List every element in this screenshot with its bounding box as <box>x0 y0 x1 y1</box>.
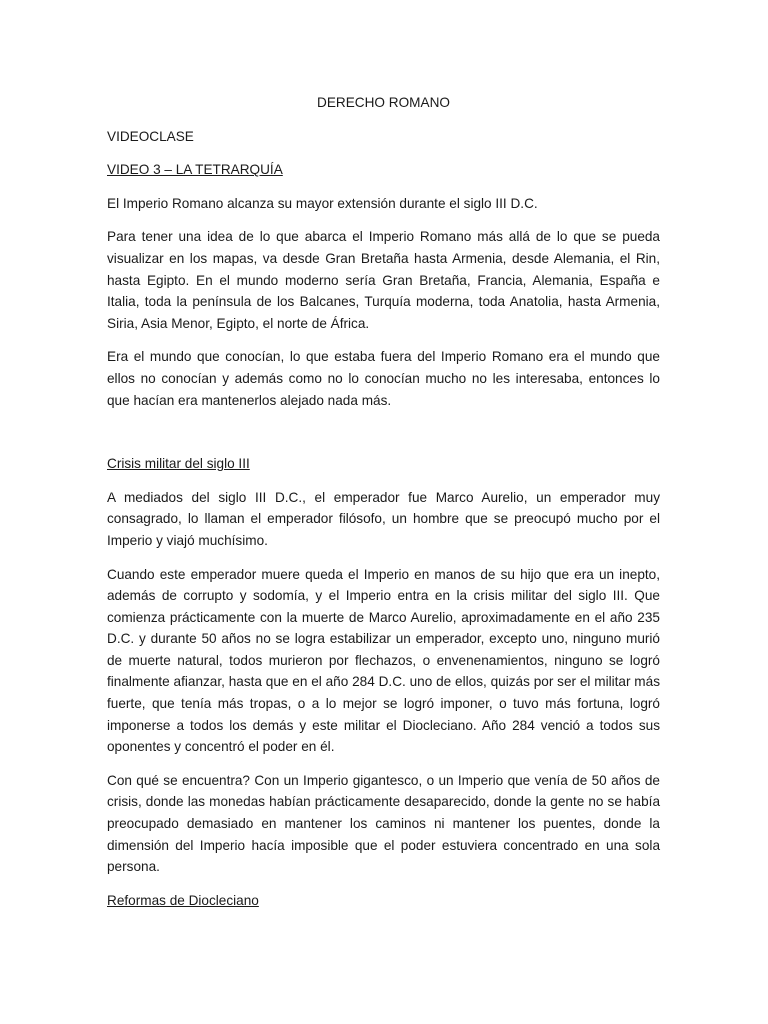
video-heading: VIDEO 3 – LA TETRARQUÍA <box>107 162 283 178</box>
section-spacer <box>107 423 660 453</box>
intro-paragraph-3: Era el mundo que conocían, lo que estaba fuera del Imperio Romano era el mundo que ellos no conocían y además como no lo conocían mucho no les interesaba, entonces lo que hacían era mantenerlos alejado nada más. <box>107 349 660 408</box>
intro-paragraph-1: El Imperio Romano alcanza su mayor extensión durante el siglo III D.C. <box>107 195 538 211</box>
intro-paragraph-2: Para tener una idea de lo que abarca el Imperio Romano más allá de lo que se pueda visualizar en los mapas, va desde Gran Bretaña hasta Armenia, desde Alemania, el Rin, hasta Egipto. En el mundo moderno sería Gran Bretaña, Francia, Alemania, España e Italia, toda la península de los Balcanes, Turquía moderna, toda Anatolia, hasta Armenia, Siria, Asia Menor, Egipto, el norte de África. <box>107 229 660 331</box>
section-heading-crisis: Crisis militar del siglo III <box>107 456 250 472</box>
crisis-paragraph-3: Con qué se encuentra? Con un Imperio gigantesco, o un Imperio que venía de 50 años de crisis, donde las monedas habían prácticamente desaparecido, donde la gente no se había preocupado demasiado en mantener los caminos ni mantener los puentes, donde la dimensión del Imperio hacía imposible que el poder estuviera concentrado en una sola persona. <box>107 772 660 875</box>
section-heading-reformas: Reformas de Diocleciano <box>107 892 259 908</box>
document-title: DERECHO ROMANO <box>317 95 450 110</box>
videoclase-label: VIDEOCLASE <box>107 128 194 144</box>
crisis-paragraph-2: Cuando este emperador muere queda el Imperio en manos de su hijo que era un inepto, además de corrupto y sodomía, y el Imperio entra en la crisis militar del siglo III. Que comienza prácticamente con la muerte de Marco Aurelio, aproximadamente en el año 235 D.C. y durante 50 años no se logra estabilizar un emperador, excepto uno, ninguno murió de muerte natural, todos murieron por flechazos, o envenenamientos, ninguno se logró finalmente afianzar, hasta que en el año 284 D.C. uno de ellos, quizás por ser el militar más fuerte, que tenía más tropas, o a lo mejor se logró imponer, o tuvo más fortuna, logró imponerse a todos los demás y este militar el Diocleciano. Año 284 venció a todos sus oponentes y concentró el poder en él. <box>107 566 660 755</box>
crisis-paragraph-1: A mediados del siglo III D.C., el emperador fue Marco Aurelio, un emperador muy consagrado, lo llaman el emperador filósofo, un hombre que se preocupó mucho por el Imperio y viajó muchísimo. <box>107 489 660 548</box>
document-page <box>107 92 660 923</box>
